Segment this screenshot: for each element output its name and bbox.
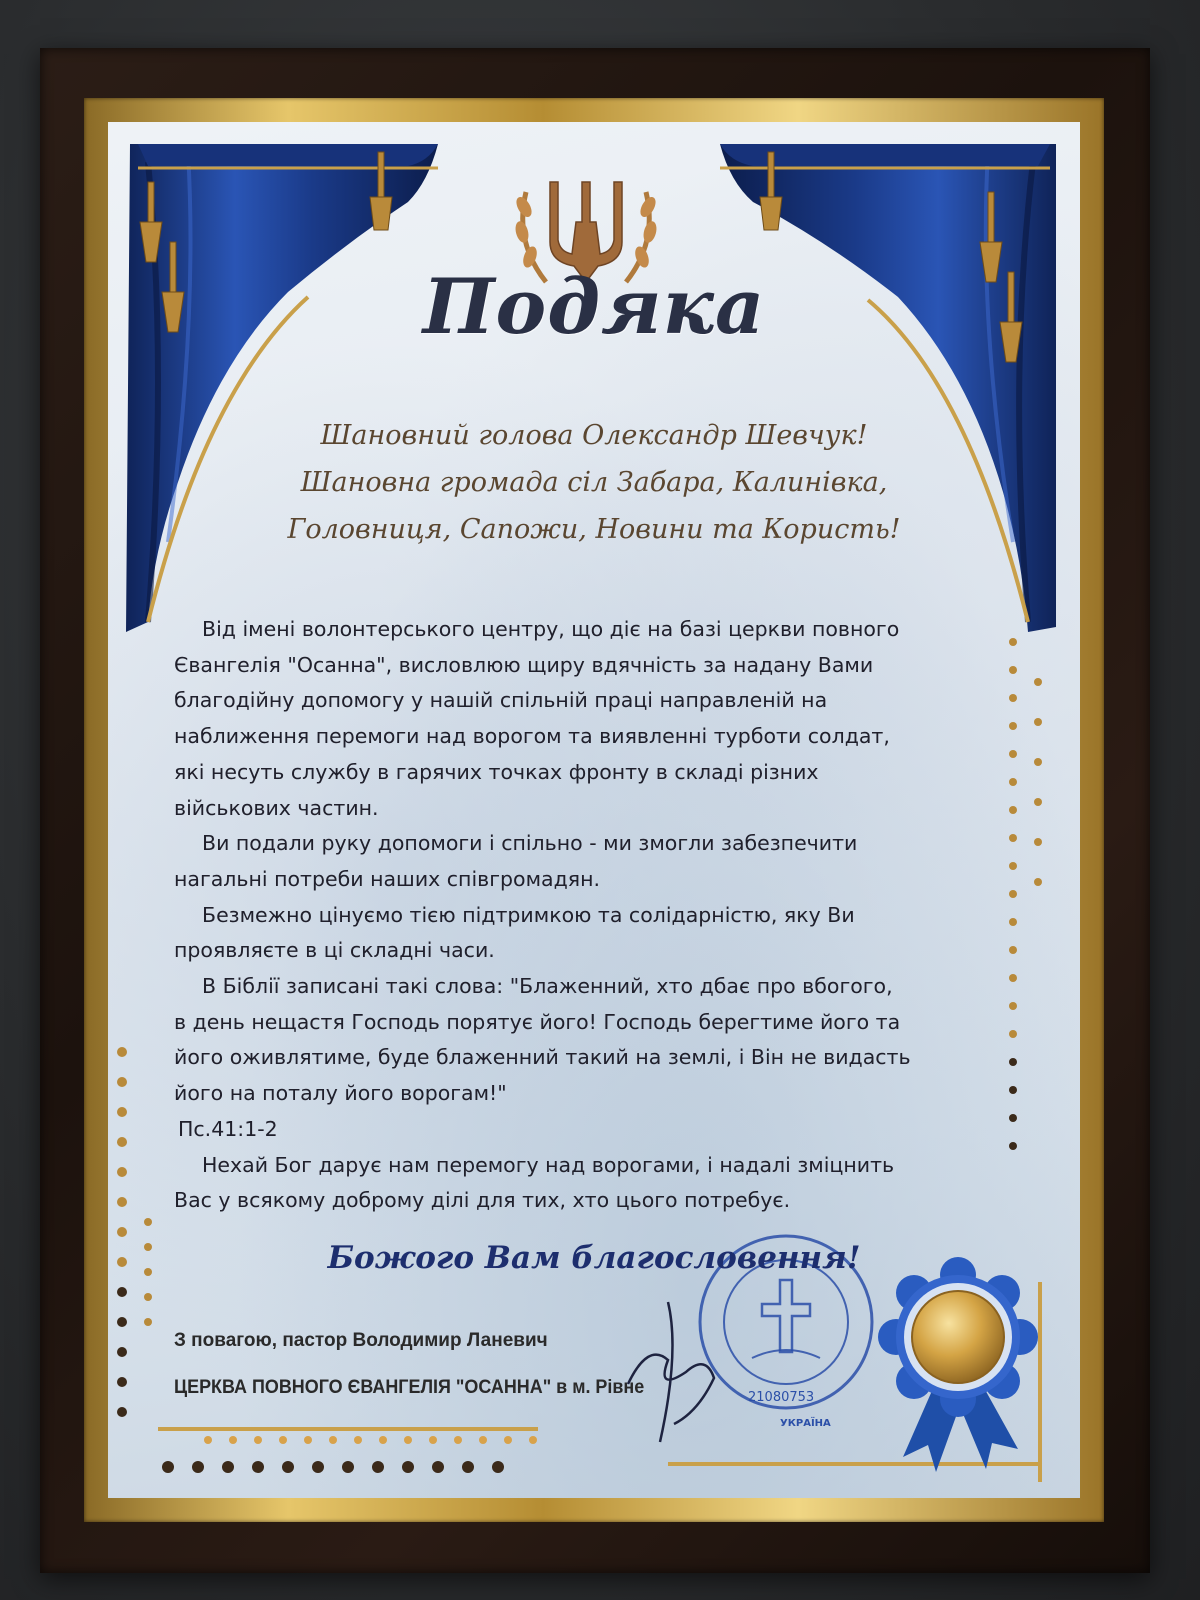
address-line: Шановний голова Олександр Шевчук!: [320, 420, 868, 451]
right-curtain: [720, 144, 1056, 632]
body-line: В Біблії записані такі слова: "Блаженний, хто дбає про вбогого,: [202, 974, 893, 999]
rosette-medal: [878, 1257, 1038, 1472]
blessing-line: Божого Вам благословення!: [327, 1240, 861, 1276]
body-line: Євангелія "Осанна", висловлюю щиру вдячність за надану Вами: [174, 652, 874, 677]
left-curtain: [126, 144, 438, 632]
body-line: Від імені волонтерського центру, що діє на базі церкви повного: [202, 617, 900, 641]
body-line: військових частин.: [174, 795, 379, 820]
church-name: ЦЕРКВА ПОВНОГО ЄВАНГЕЛІЯ "ОСАННА" в м. Рівне: [174, 1376, 645, 1398]
stamp-code: 21080753: [748, 1390, 815, 1405]
certificate-paper: [108, 122, 1080, 1498]
letter-body: [174, 612, 1014, 1219]
address-line: Головниця, Сапожи, Новини та Користь!: [287, 514, 901, 545]
body-line: проявляєте в ці складні часи.: [174, 938, 495, 963]
certificate-title: Подяка: [422, 262, 766, 351]
body-line: нагальні потреби наших співгромадян.: [174, 866, 601, 891]
scripture-reference: Пс.41:1-2: [178, 1116, 278, 1141]
stamp-country: УКРАЇНА: [780, 1418, 831, 1429]
body-line: Безмежно цінуємо тією підтримкою та солідарністю, яку Ви: [202, 902, 855, 927]
body-line: які несуть службу в гарячих точках фронту в складі різних: [174, 759, 819, 784]
body-line: благодійну допомогу у нашій спільній праці направленій на: [174, 688, 828, 713]
body-line: його оживлятиме, буде блаженний такий на землі, і Він не видасть: [174, 1045, 911, 1070]
body-line: в день нещастя Господь порятує його! Господь берегтиме його та: [174, 1009, 901, 1034]
body-line: Нехай Бог дарує нам перемогу над ворогами, і надалі зміцнить: [202, 1152, 895, 1177]
address-line: Шановна громада сіл Забара, Калинівка,: [300, 467, 888, 498]
body-line: наближення перемоги над ворогом та виявленні турботи солдат,: [174, 724, 890, 749]
body-line: його на поталу його ворогам!": [174, 1081, 507, 1106]
signature-line: З повагою, пастор Володимир Ланевич: [174, 1330, 548, 1351]
body-line: Вас у всякому доброму ділі для тих, хто цього потребує.: [174, 1188, 791, 1213]
address-block: [108, 412, 1080, 553]
body-line: Ви подали руку допомоги і спільно - ми змогли забезпечити: [202, 831, 858, 856]
